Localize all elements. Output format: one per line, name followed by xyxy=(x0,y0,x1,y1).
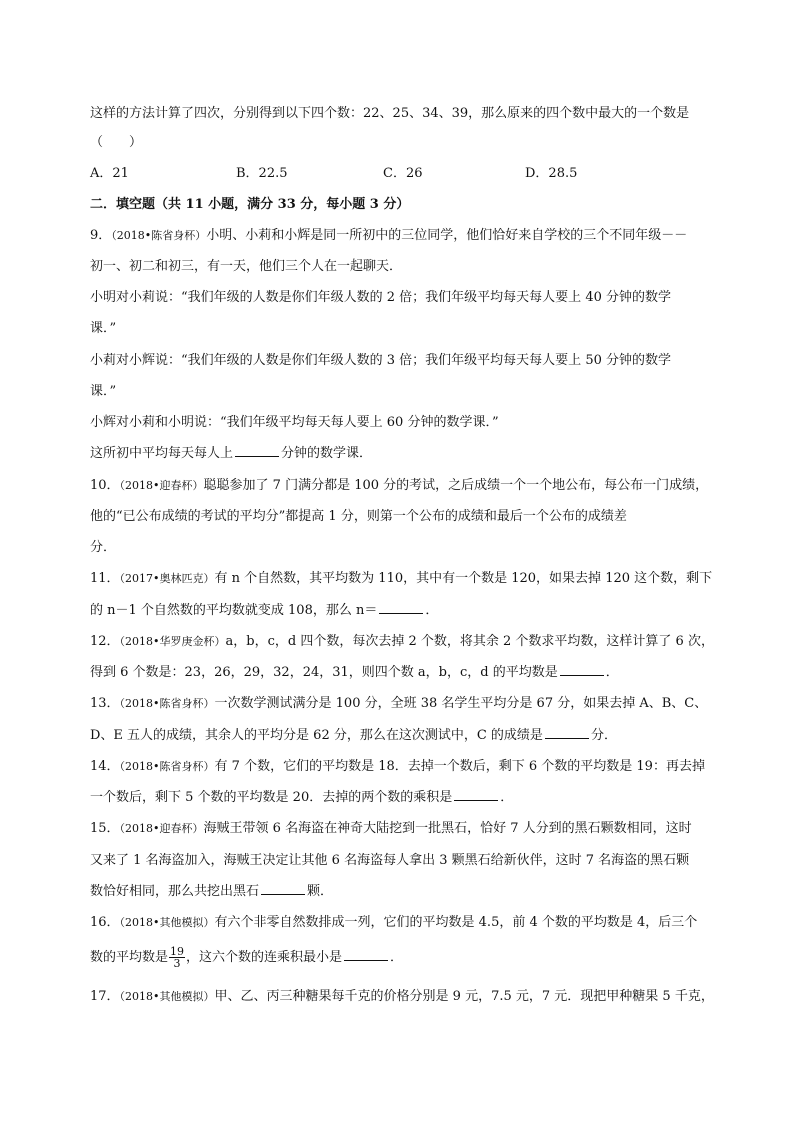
fraction: $\frac{19}{3}$ xyxy=(170,945,185,970)
q13-source: （2018•陈省身杯） xyxy=(119,697,215,710)
q16-line2: 数的平均数是 $\frac{19}{3}$ ，这六个数的连乘积最小是 ． xyxy=(90,945,404,970)
q15-source: （2018•迎春杯） xyxy=(119,822,204,835)
q16-number: 16． xyxy=(90,915,120,930)
q9-line1 xyxy=(90,226,687,246)
q9-line6: 课．” xyxy=(90,384,117,399)
q15-line2: 又来了 1 名海盗加入，海贼王决定让其他 6 名海盗每人拿出 3 颗黑石给新伙伴，这时 7 名海盗的黑石颗 xyxy=(90,853,690,868)
q14-number: 14． xyxy=(90,759,120,774)
q12-line2: 得到 6 个数是：23，26，29，32，24，31，则四个数 a，b，c，d 的平均数是 ． xyxy=(90,665,619,680)
q9-line8: 这所初中平均每天每人上 分钟的数学课． xyxy=(90,446,373,461)
q9-line5: 小莉对小辉说：“我们年级的人数是你们年级人数的 3 倍；我们年级平均每天每人要上 50 分钟的数学 xyxy=(90,353,671,368)
q9-line2: 初一、初二和初三，有一天，他们三个人在一起聊天． xyxy=(90,259,403,274)
q8-option-a: A．21 xyxy=(90,166,129,181)
q10-line2: 他的“已公布成绩的考试的平均分”都提高 1 分，则第一个公布的成绩和最后一个公布的成绩差 xyxy=(90,509,627,524)
q9-text1: 小明、小莉和小辉是同一所初中的三位同学，他们恰好来自学校的三个不同年级－－ xyxy=(206,228,688,243)
answer-blank xyxy=(344,948,388,961)
q9-number: 9． xyxy=(90,228,112,243)
q15-line3: 数恰好相同，那么共挖出黑石 颗． xyxy=(90,884,334,899)
q16-line1: 16．（2018•其他模拟）有六个非零自然数排成一列，它们的平均数是 4.5，前 4 个数的平均数是 4，后三个 xyxy=(90,915,698,930)
section-title: 二．填空题（共 11 小题，满分 33 分，每小题 3 分） xyxy=(90,197,410,212)
q12-number: 12． xyxy=(90,634,120,649)
q10-source: （2018•迎春杯） xyxy=(119,479,204,492)
q11-number: 11． xyxy=(90,571,120,586)
q14-line1: 14．（2018•陈省身杯）有 7 个数，它们的平均数是 18．去掉一个数后，剩下 6 个数的平均数是 19：再去掉 xyxy=(90,759,705,774)
q15-number: 15． xyxy=(90,821,120,836)
q8-option-d: D．28.5 xyxy=(525,166,578,181)
q12-line1: 12．（2018•华罗庚金杯）a，b，c，d 四个数，每次去掉 2 个数，将其余 2 个数求平均数，这样计算了 6 次， xyxy=(90,634,714,649)
q9-line7: 小辉对小莉和小明说：“我们年级平均每天每人要上 60 分钟的数学课．” xyxy=(90,415,499,430)
q8-paren: （ ） xyxy=(90,135,143,150)
q17-source: （2018•其他模拟） xyxy=(119,990,215,1003)
q10-number: 10． xyxy=(90,478,120,493)
q13-line1: 13．（2018•陈省身杯）一次数学测试满分是 100 分，全班 38 名学生平均分是 67 分，如果去掉 A、B、C、 xyxy=(90,696,708,711)
q10-line1: 10．（2018•迎春杯）聪聪参加了 7 门满分都是 100 分的考试，之后成绩一个一个地公布，每公布一门成绩， xyxy=(90,478,709,493)
answer-blank xyxy=(454,788,498,801)
q9-line3: 小明对小莉说：“我们年级的人数是你们年级人数的 2 倍；我们年级平均每天每人要上 40 分钟的数学 xyxy=(90,290,671,305)
q16-source: （2018•其他模拟） xyxy=(119,916,215,929)
q13-number: 13． xyxy=(90,696,120,711)
q11-source: （2017•奥林匹克） xyxy=(119,572,215,585)
q15-line1: 15．（2018•迎春杯）海贼王带领 6 名海盗在神奇大陆挖到一批黑石，恰好 7 人分到的黑石颗数相同，这时 xyxy=(90,821,692,836)
answer-blank xyxy=(235,444,279,457)
answer-blank xyxy=(261,882,305,895)
q14-line2: 一个数后，剩下 5 个数的平均数是 20．去掉的两个数的乘积是 ． xyxy=(90,790,514,805)
q8-line1: 这样的方法计算了四次，分别得到以下四个数：22、25、34、39，那么原来的四个数中最大的一个数是 xyxy=(90,106,690,121)
q9-line4: 课．” xyxy=(90,321,117,336)
q8-option-c: C．26 xyxy=(383,166,423,181)
answer-blank xyxy=(560,663,604,676)
q11-line1: 11．（2017•奥林匹克）有 n 个自然数，其平均数为 110，其中有一个数是 120，如果去掉 120 这个数，剩下 xyxy=(90,571,713,586)
q13-line2: D、E 五人的成绩，其余人的平均分是 62 分，那么在这次测试中，C 的成绩是 分． xyxy=(90,728,617,743)
q17-number: 17． xyxy=(90,989,120,1004)
q17-line1: 17．（2018•其他模拟）甲、乙、丙三种糖果每千克的价格分别是 9 元，7.5 元，7 元．现把甲种糖果 5 千克， xyxy=(90,989,714,1004)
q8-option-b: B．22.5 xyxy=(236,166,288,181)
answer-blank xyxy=(379,601,423,614)
q9-source: （2018•陈省身杯） xyxy=(111,229,207,242)
q11-line2: 的 n－1 个自然数的平均数就变成 108，那么 n＝ ． xyxy=(90,603,439,618)
q14-source: （2018•陈省身杯） xyxy=(119,760,215,773)
q12-source: （2018•华罗庚金杯） xyxy=(119,635,226,648)
q10-line3: 分． xyxy=(90,540,117,555)
answer-blank xyxy=(545,726,589,739)
